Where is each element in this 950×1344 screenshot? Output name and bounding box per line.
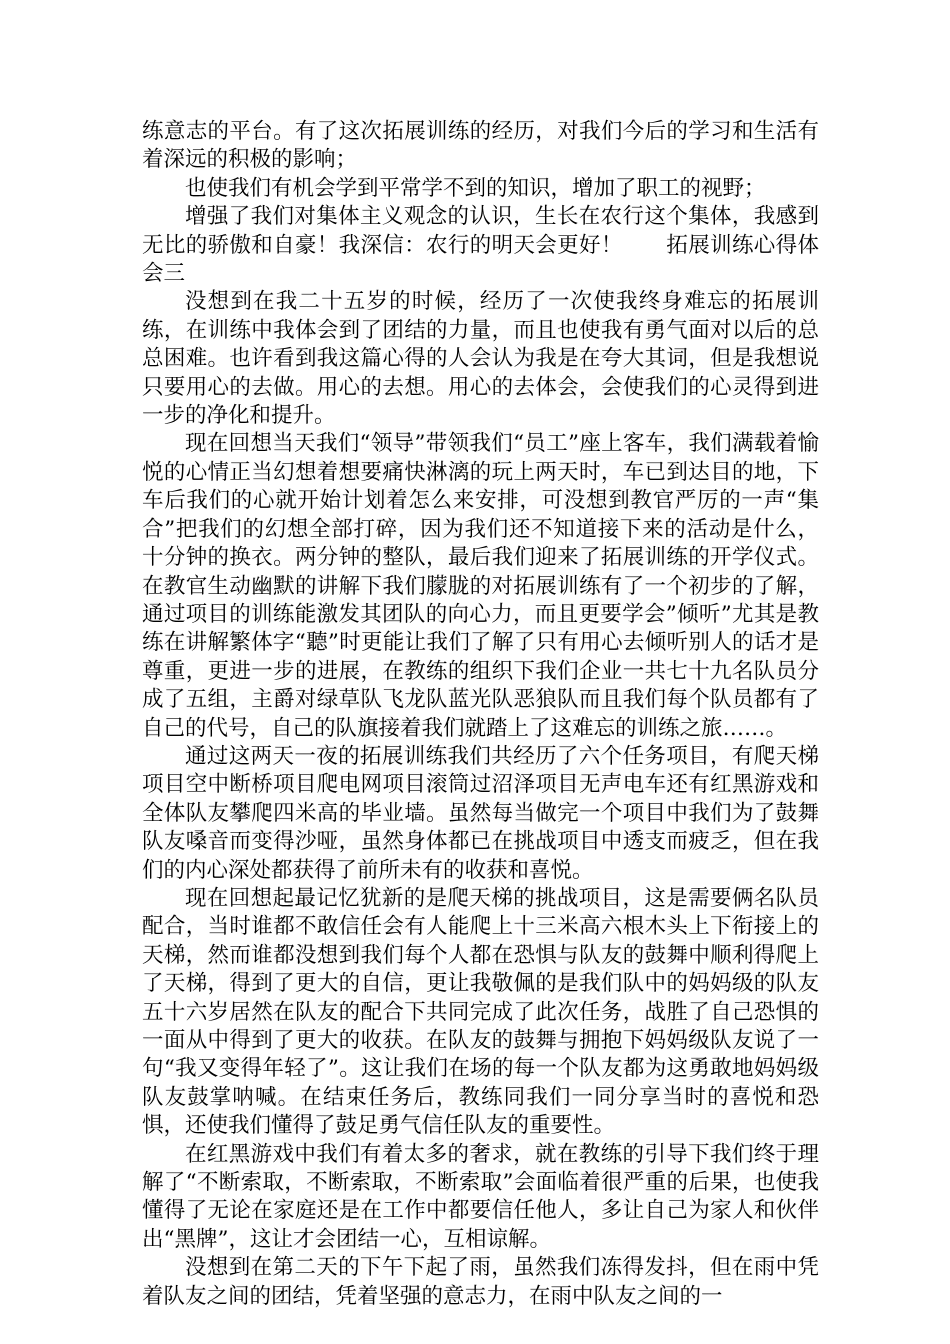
document-body	[142, 118, 819, 1311]
paragraph: 在红黑游戏中我们有着太多的奢求，就在教练的引导下我们终于理解了“不断索取，不断索取，不断索取”会面临着很严重的后果，也使我懂得了无论在家庭还是在工作中都要信任他人，多让自己为家人和伙伴出“黑牌”，这让才会团结一心，互相谅解。	[142, 1141, 819, 1252]
paragraph: 现在回想当天我们“领导”带领我们“员工”座上客车，我们满载着愉悦的心情正当幻想着想要痛快淋漓的玩上两天时，车已到达目的地，下车后我们的心就开始计划着怎么来安排，可没想到教官严厉的一声“集合”把我们的幻想全部打碎，因为我们还不知道接下来的活动是什么，十分钟的换衣。两分钟的整队，最后我们迎来了拓展训练的开学仪式。在教官生动幽默的讲解下我们朦胧的对拓展训练有了一个初步的了解，通过项目的训练能激发其团队的向心力，而且更要学会”倾听”尤其是教练在讲解繁体字“聽”时更能让我们了解了只有用心去倾听别人的话才是尊重，更进一步的进展，在教练的组织下我们企业一共七十九名队员分成了五组，主爵对绿草队飞龙队蓝光队恶狼队而且我们每个队员都有了自己的代号，自己的队旗接着我们就踏上了这难忘的训练之旅……。	[142, 431, 819, 741]
paragraph: 现在回想起最记忆犹新的是爬天梯的挑战项目，这是需要俩名队员配合，当时谁都不敢信任会有人能爬上十三米高六根木头上下衔接上的天梯，然而谁都没想到我们每个人都在恐惧与队友的鼓舞中顺利得爬上了天梯，得到了更大的自信，更让我敬佩的是我们队中的妈妈级的队友五十六岁居然在队友的配合下共同完成了此次任务，战胜了自己恐惧的一面从中得到了更大的收获。在队友的鼓舞与拥抱下妈妈级队友说了一句“我又变得年轻了”。这让我们在场的每一个队友都为这勇敢地妈妈级队友鼓掌呐喊。在结束任务后，教练同我们一同分享当时的喜悦和恐惧，还使我们懂得了鼓足勇气信任队友的重要性。	[142, 885, 819, 1139]
paragraph: 也使我们有机会学到平常学不到的知识，增加了职工的视野；	[185, 175, 766, 201]
paragraph: 没想到在第二天的下午下起了雨，虽然我们冻得发抖，但在雨中凭着队友之间的团结，凭着坚强的意志力，在雨中队友之间的一	[142, 1255, 819, 1309]
paragraph: 没想到在我二十五岁的时候，经历了一次使我终身难忘的拓展训练，在训练中我体会到了团结的力量，而且也使我有勇气面对以后的总总困难。也许看到我这篇心得的人会认为我是在夸大其词，但是我想说只要用心的去做。用心的去想。用心的去体会，会使我们的心灵得到进一步的净化和提升。	[142, 289, 819, 429]
paragraph: 通过这两天一夜的拓展训练我们共经历了六个任务项目，有爬天梯项目空中断桥项目爬电网项目滚筒过沼泽项目无声电车还有红黑游戏和全体队友攀爬四米高的毕业墙。虽然每当做完一个项目中我们为了鼓舞队友嗓音而变得沙哑，虽然身体都已在挑战项目中透支而疲乏，但在我们的内心深处都获得了前所未有的收获和喜悦。	[142, 743, 819, 883]
paragraph-continuation: 练意志的平台。有了这次拓展训练的经历，对我们今后的学习和生活有着深远的积极的影响；	[142, 119, 819, 173]
paragraph: 增强了我们对集体主义观念的认识，生长在农行这个集体，我感到无比的骄傲和自豪！我深信：农行的明天会更好！ 拓展训练心得体会三	[142, 204, 819, 287]
